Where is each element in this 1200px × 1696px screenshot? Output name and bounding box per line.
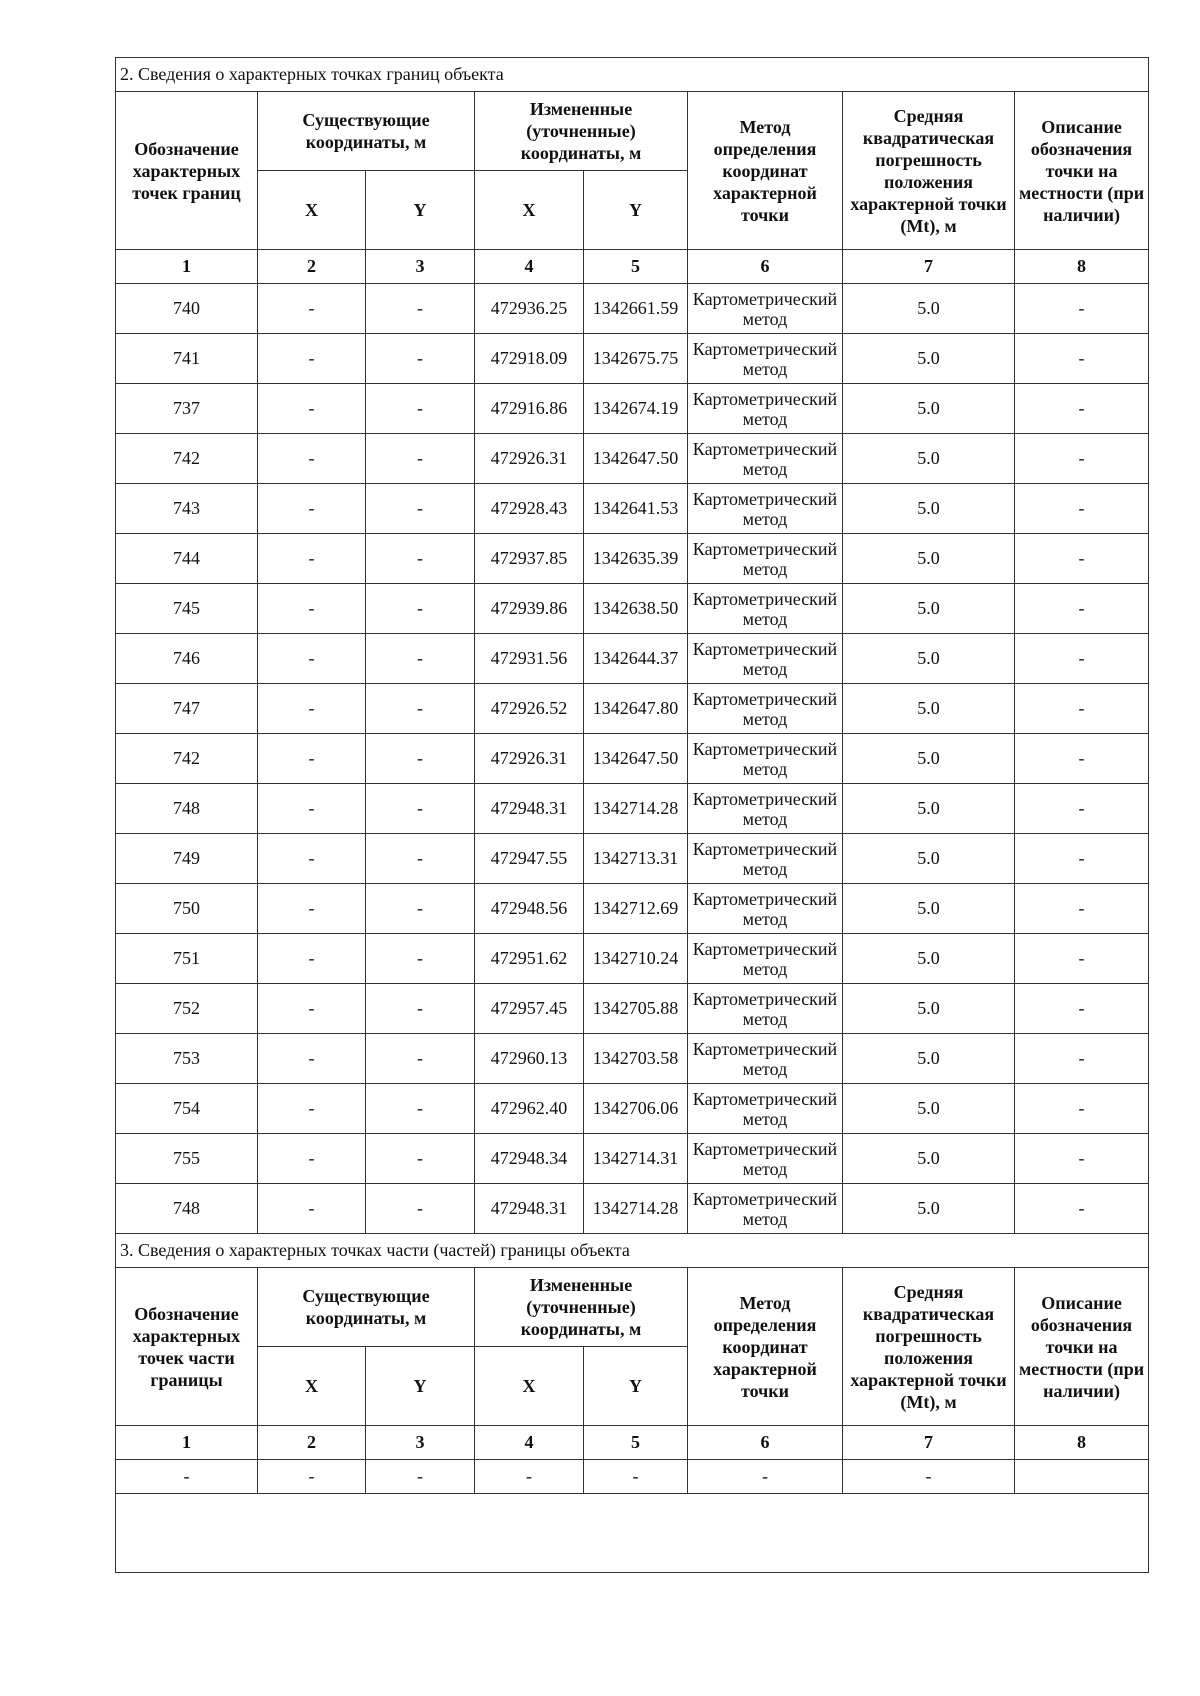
- column-number: 3: [366, 250, 475, 284]
- cell-changed-x: 472960.13: [475, 1034, 584, 1084]
- cell-changed-y: 1342705.88: [584, 984, 688, 1034]
- header-existing-y: Y: [366, 1347, 475, 1426]
- cell-method: Картометрический метод: [688, 1034, 843, 1084]
- cell-existing-y: -: [366, 434, 475, 484]
- cell-method: Картометрический метод: [688, 634, 843, 684]
- table-row: [116, 384, 1149, 434]
- empty-cell: -: [688, 1460, 843, 1494]
- cell-changed-y: 1342714.28: [584, 1184, 688, 1234]
- cell-changed-y: 1342674.19: [584, 384, 688, 434]
- cell-method: Картометрический метод: [688, 584, 843, 634]
- cell-changed-x: 472928.43: [475, 484, 584, 534]
- cell-point: 753: [116, 1034, 258, 1084]
- empty-cell: -: [475, 1460, 584, 1494]
- cell-description: -: [1015, 634, 1149, 684]
- cell-changed-x: 472962.40: [475, 1084, 584, 1134]
- header-point-designation: Обозначение характерных точек части границы: [116, 1268, 258, 1426]
- cell-existing-x: -: [258, 1184, 366, 1234]
- cell-changed-x: 472931.56: [475, 634, 584, 684]
- cell-method: Картометрический метод: [688, 1134, 843, 1184]
- cell-existing-x: -: [258, 534, 366, 584]
- table-row: [116, 984, 1149, 1034]
- column-number: 4: [475, 1426, 584, 1460]
- empty-cell: -: [116, 1460, 258, 1494]
- cell-changed-x: 472939.86: [475, 584, 584, 634]
- header-method: Метод определения координат характерной точки: [688, 92, 843, 250]
- column-number: 5: [584, 1426, 688, 1460]
- table-row: [116, 1184, 1149, 1234]
- column-number: 4: [475, 250, 584, 284]
- cell-existing-y: -: [366, 1034, 475, 1084]
- column-numbers-row: [116, 1426, 1149, 1460]
- cell-description: -: [1015, 984, 1149, 1034]
- header-point-designation: Обозначение характерных точек границ: [116, 92, 258, 250]
- cell-description: -: [1015, 384, 1149, 434]
- cell-method: Картометрический метод: [688, 834, 843, 884]
- header-point-description: Описание обозначения точки на местности (при наличии): [1015, 92, 1149, 250]
- cell-existing-y: -: [366, 384, 475, 434]
- cell-changed-y: 1342713.31: [584, 834, 688, 884]
- cell-mt: 5.0: [843, 534, 1015, 584]
- cell-existing-x: -: [258, 784, 366, 834]
- cell-existing-x: -: [258, 934, 366, 984]
- table-row: [116, 434, 1149, 484]
- header-existing-x: X: [258, 171, 366, 250]
- cell-changed-x: 472948.34: [475, 1134, 584, 1184]
- cell-description: -: [1015, 534, 1149, 584]
- cell-changed-y: 1342703.58: [584, 1034, 688, 1084]
- cell-existing-x: -: [258, 634, 366, 684]
- cell-existing-y: -: [366, 1134, 475, 1184]
- cell-method: Картометрический метод: [688, 934, 843, 984]
- cell-changed-y: 1342714.28: [584, 784, 688, 834]
- empty-cell: -: [843, 1460, 1015, 1494]
- cell-description: -: [1015, 934, 1149, 984]
- cell-existing-y: -: [366, 584, 475, 634]
- cell-method: Картометрический метод: [688, 334, 843, 384]
- table-row: [116, 1134, 1149, 1184]
- cell-description: -: [1015, 784, 1149, 834]
- cell-point: 748: [116, 1184, 258, 1234]
- column-number: 6: [688, 1426, 843, 1460]
- boundary-points-table: [115, 57, 1149, 1573]
- cell-method: Картометрический метод: [688, 984, 843, 1034]
- cell-existing-x: -: [258, 334, 366, 384]
- cell-mt: 5.0: [843, 834, 1015, 884]
- column-number: 1: [116, 1426, 258, 1460]
- cell-point: 743: [116, 484, 258, 534]
- header-existing-coordinates: Существующие координаты, м: [258, 92, 475, 171]
- table-row: [116, 634, 1149, 684]
- cell-existing-x: -: [258, 284, 366, 334]
- table-row: [116, 884, 1149, 934]
- cell-method: Картометрический метод: [688, 884, 843, 934]
- cell-point: 755: [116, 1134, 258, 1184]
- cell-mt: 5.0: [843, 784, 1015, 834]
- cell-point: 754: [116, 1084, 258, 1134]
- header-changed-coordinates: Измененные (уточненные) координаты, м: [475, 92, 688, 171]
- header-method: Метод определения координат характерной точки: [688, 1268, 843, 1426]
- cell-existing-y: -: [366, 834, 475, 884]
- empty-cell: -: [584, 1460, 688, 1494]
- header-point-description: Описание обозначения точки на местности (при наличии): [1015, 1268, 1149, 1426]
- cell-mt: 5.0: [843, 934, 1015, 984]
- cell-changed-y: 1342647.80: [584, 684, 688, 734]
- cell-method: Картометрический метод: [688, 434, 843, 484]
- cell-method: Картометрический метод: [688, 534, 843, 584]
- cell-changed-y: 1342635.39: [584, 534, 688, 584]
- cell-point: 741: [116, 334, 258, 384]
- cell-point: 742: [116, 434, 258, 484]
- header-existing-y: Y: [366, 171, 475, 250]
- cell-existing-y: -: [366, 684, 475, 734]
- table-row: [116, 934, 1149, 984]
- column-number: 3: [366, 1426, 475, 1460]
- cell-description: -: [1015, 484, 1149, 534]
- cell-existing-x: -: [258, 384, 366, 434]
- cell-mt: 5.0: [843, 1084, 1015, 1134]
- cell-changed-y: 1342644.37: [584, 634, 688, 684]
- cell-changed-y: 1342641.53: [584, 484, 688, 534]
- cell-description: -: [1015, 334, 1149, 384]
- cell-point: 748: [116, 784, 258, 834]
- cell-mt: 5.0: [843, 1134, 1015, 1184]
- cell-point: 740: [116, 284, 258, 334]
- table-row: [116, 484, 1149, 534]
- cell-description: -: [1015, 1084, 1149, 1134]
- column-number: 8: [1015, 1426, 1149, 1460]
- cell-point: 744: [116, 534, 258, 584]
- header-existing-x: X: [258, 1347, 366, 1426]
- cell-point: 752: [116, 984, 258, 1034]
- column-number: 1: [116, 250, 258, 284]
- cell-point: 746: [116, 634, 258, 684]
- header-existing-coordinates: Существующие координаты, м: [258, 1268, 475, 1347]
- table-row: [116, 1034, 1149, 1084]
- column-numbers-row: [116, 250, 1149, 284]
- cell-existing-x: -: [258, 1034, 366, 1084]
- cell-mt: 5.0: [843, 734, 1015, 784]
- cell-changed-y: 1342710.24: [584, 934, 688, 984]
- cell-mt: 5.0: [843, 384, 1015, 434]
- cell-description: -: [1015, 834, 1149, 884]
- cell-description: -: [1015, 1184, 1149, 1234]
- header-changed-y: Y: [584, 1347, 688, 1426]
- cell-existing-x: -: [258, 984, 366, 1034]
- column-number: 2: [258, 1426, 366, 1460]
- cell-existing-y: -: [366, 884, 475, 934]
- column-number: 5: [584, 250, 688, 284]
- empty-cell: -: [366, 1460, 475, 1494]
- table-row: [116, 784, 1149, 834]
- cell-changed-y: 1342638.50: [584, 584, 688, 634]
- cell-existing-x: -: [258, 884, 366, 934]
- cell-existing-y: -: [366, 784, 475, 834]
- cell-changed-x: 472926.31: [475, 434, 584, 484]
- cell-changed-x: 472936.25: [475, 284, 584, 334]
- column-number: 8: [1015, 250, 1149, 284]
- cell-existing-y: -: [366, 1084, 475, 1134]
- cell-existing-x: -: [258, 734, 366, 784]
- cell-description: -: [1015, 734, 1149, 784]
- cell-mt: 5.0: [843, 634, 1015, 684]
- cell-existing-x: -: [258, 834, 366, 884]
- cell-changed-y: 1342661.59: [584, 284, 688, 334]
- header-changed-x: X: [475, 1347, 584, 1426]
- cell-changed-x: 472948.56: [475, 884, 584, 934]
- header-mean-square-error: Средняя квадратическая погрешность положения характерной точки (Mt), м: [843, 92, 1015, 250]
- cell-existing-y: -: [366, 984, 475, 1034]
- cell-existing-y: -: [366, 484, 475, 534]
- cell-changed-x: 472947.55: [475, 834, 584, 884]
- cell-point: 742: [116, 734, 258, 784]
- cell-existing-y: -: [366, 534, 475, 584]
- cell-changed-x: 472916.86: [475, 384, 584, 434]
- cell-existing-x: -: [258, 684, 366, 734]
- cell-changed-y: 1342706.06: [584, 1084, 688, 1134]
- cell-mt: 5.0: [843, 1034, 1015, 1084]
- cell-mt: 5.0: [843, 284, 1015, 334]
- cell-mt: 5.0: [843, 684, 1015, 734]
- cell-mt: 5.0: [843, 1184, 1015, 1234]
- header-changed-coordinates: Измененные (уточненные) координаты, м: [475, 1268, 688, 1347]
- table-row: [116, 334, 1149, 384]
- header-changed-x: X: [475, 171, 584, 250]
- cell-method: Картометрический метод: [688, 684, 843, 734]
- cell-changed-y: 1342714.31: [584, 1134, 688, 1184]
- cell-method: Картометрический метод: [688, 484, 843, 534]
- empty-cell: [1015, 1460, 1149, 1494]
- cell-changed-y: 1342647.50: [584, 734, 688, 784]
- cell-changed-x: 472937.85: [475, 534, 584, 584]
- cell-changed-y: 1342712.69: [584, 884, 688, 934]
- blank-area: [116, 1494, 1149, 1573]
- section-2-title: 2. Сведения о характерных точках границ объекта: [116, 58, 1149, 92]
- cell-description: -: [1015, 684, 1149, 734]
- cell-point: 751: [116, 934, 258, 984]
- empty-cell: -: [258, 1460, 366, 1494]
- cell-existing-x: -: [258, 484, 366, 534]
- cell-existing-y: -: [366, 934, 475, 984]
- cell-changed-y: 1342647.50: [584, 434, 688, 484]
- cell-changed-x: 472918.09: [475, 334, 584, 384]
- cell-method: Картометрический метод: [688, 284, 843, 334]
- cell-method: Картометрический метод: [688, 784, 843, 834]
- column-number: 7: [843, 250, 1015, 284]
- table-row: [116, 284, 1149, 334]
- cell-description: -: [1015, 434, 1149, 484]
- cell-changed-x: 472957.45: [475, 984, 584, 1034]
- section-3-title: 3. Сведения о характерных точках части (частей) границы объекта: [116, 1234, 1149, 1268]
- cell-point: 750: [116, 884, 258, 934]
- cell-mt: 5.0: [843, 334, 1015, 384]
- cell-method: Картометрический метод: [688, 1184, 843, 1234]
- cell-changed-x: 472951.62: [475, 934, 584, 984]
- cell-method: Картометрический метод: [688, 384, 843, 434]
- column-number: 6: [688, 250, 843, 284]
- cell-existing-x: -: [258, 1084, 366, 1134]
- table-row: [116, 534, 1149, 584]
- cell-changed-x: 472948.31: [475, 1184, 584, 1234]
- cell-changed-x: 472926.31: [475, 734, 584, 784]
- column-number: 7: [843, 1426, 1015, 1460]
- cell-existing-x: -: [258, 584, 366, 634]
- cell-existing-y: -: [366, 634, 475, 684]
- cell-existing-x: -: [258, 1134, 366, 1184]
- cell-changed-x: 472926.52: [475, 684, 584, 734]
- cell-existing-y: -: [366, 1184, 475, 1234]
- cell-mt: 5.0: [843, 984, 1015, 1034]
- table-row: [116, 684, 1149, 734]
- cell-point: 737: [116, 384, 258, 434]
- table-row: [116, 584, 1149, 634]
- cell-mt: 5.0: [843, 884, 1015, 934]
- cell-description: -: [1015, 1034, 1149, 1084]
- cell-changed-x: 472948.31: [475, 784, 584, 834]
- cell-mt: 5.0: [843, 484, 1015, 534]
- column-number: 2: [258, 250, 366, 284]
- cell-point: 749: [116, 834, 258, 884]
- header-mean-square-error: Средняя квадратическая погрешность положения характерной точки (Mt), м: [843, 1268, 1015, 1426]
- cell-existing-x: -: [258, 434, 366, 484]
- table-row: [116, 834, 1149, 884]
- cell-existing-y: -: [366, 734, 475, 784]
- cell-description: -: [1015, 1134, 1149, 1184]
- cell-description: -: [1015, 884, 1149, 934]
- cell-description: -: [1015, 284, 1149, 334]
- cell-description: -: [1015, 584, 1149, 634]
- cell-existing-y: -: [366, 334, 475, 384]
- table-row: [116, 734, 1149, 784]
- cell-mt: 5.0: [843, 434, 1015, 484]
- cell-existing-y: -: [366, 284, 475, 334]
- cell-mt: 5.0: [843, 584, 1015, 634]
- cell-point: 747: [116, 684, 258, 734]
- cell-point: 745: [116, 584, 258, 634]
- cell-method: Картометрический метод: [688, 734, 843, 784]
- cell-changed-y: 1342675.75: [584, 334, 688, 384]
- table-row: [116, 1460, 1149, 1494]
- header-changed-y: Y: [584, 171, 688, 250]
- cell-method: Картометрический метод: [688, 1084, 843, 1134]
- table-row: [116, 1084, 1149, 1134]
